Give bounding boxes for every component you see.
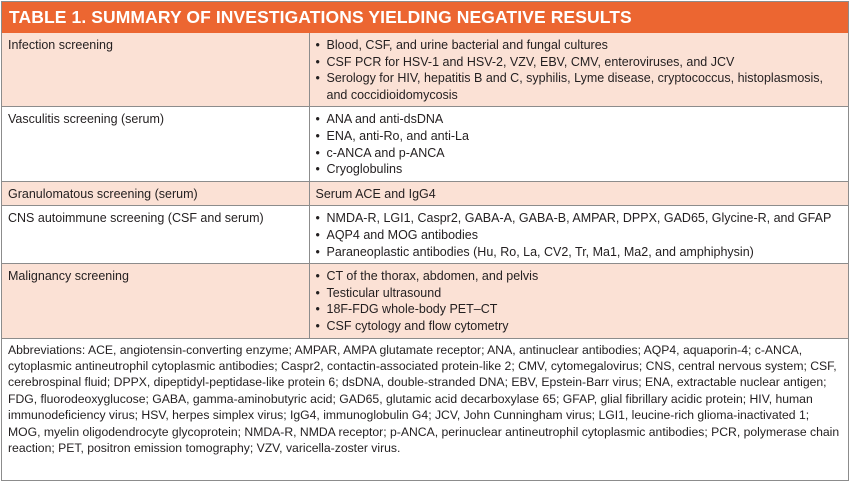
row-label: Granulomatous screening (serum) — [2, 181, 309, 206]
list-item: • ENA, anti-Ro, and anti-La — [316, 128, 843, 145]
row-label: Vasculitis screening (serum) — [2, 107, 309, 181]
row-content: Serum ACE and IgG4 — [309, 181, 848, 206]
table-row-infection — [2, 33, 848, 107]
table-row-granulomatous — [2, 181, 848, 206]
list-item: • Blood, CSF, and urine bacterial and fungal cultures — [316, 37, 843, 54]
list-item: • 18F-FDG whole-body PET–CT — [316, 301, 843, 318]
table-title: TABLE 1. SUMMARY OF INVESTIGATIONS YIELDING NEGATIVE RESULTS — [2, 2, 848, 33]
list-item: • ANA and anti-dsDNA — [316, 111, 843, 128]
table-row-vasculitis — [2, 107, 848, 181]
list-item: • NMDA-R, LGI1, Caspr2, GABA-A, GABA-B, AMPAR, DPPX, GAD65, Glycine-R, and GFAP — [316, 210, 843, 227]
list-item: • CT of the thorax, abdomen, and pelvis — [316, 268, 843, 285]
list-item: • c-ANCA and p-ANCA — [316, 145, 843, 162]
table-row-cns-autoimmune — [2, 206, 848, 264]
table-row-malignancy — [2, 264, 848, 338]
list-item: • Paraneoplastic antibodies (Hu, Ro, La, CV2, Tr, Ma1, Ma2, and amphiphysin) — [316, 244, 843, 261]
list-item: • Cryoglobulins — [316, 161, 843, 178]
list-item: • Serology for HIV, hepatitis B and C, syphilis, Lyme disease, cryptococcus, histoplasmosis, and coccidioidomycosis — [316, 70, 843, 103]
list-item: • CSF cytology and flow cytometry — [316, 318, 843, 335]
row-content — [309, 33, 848, 107]
summary-table — [1, 1, 849, 481]
list-item: • AQP4 and MOG antibodies — [316, 227, 843, 244]
row-label: Malignancy screening — [2, 264, 309, 338]
row-content — [309, 206, 848, 264]
investigations-table — [2, 33, 848, 339]
abbreviations-footnote: Abbreviations: ACE, angiotensin-converting enzyme; AMPAR, AMPA glutamate receptor; ANA, antinuclear antibodies; AQP4, aquaporin-4; c-ANCA, cytoplasmic antineutrophil cytoplasmic antibodies; Caspr2, contactin-associated protein-like 2; CMV, cytomegalovirus; CNS, central nervous system; CSF, cerebrospinal fluid; DPPX, dipeptidyl-peptidase-like protein 6; dsDNA, double-stranded DNA; EBV, Epstein-Barr virus; ENA, extractable nuclear antigen; FDG, fluorodeoxyglucose; GABA, gamma-aminobutyric acid; GAD65, glutamic acid decarboxylase 65; GFAP, glial fibrillary acidic protein; HIV, human immunodeficiency virus; HSV, herpes simplex virus; IgG4, immunoglobulin G4; JCV, John Cunningham virus; LGI1, leucine-rich glioma-inactivated 1; MOG, myelin oligodendrocyte glycoprotein; NMDA-R, NMDA receptor; p-ANCA, perinuclear antineutrophil cytoplasmic antibodies; PCR, polymerase chain reaction; PET, positron emission tomography; VZV, varicella-zoster virus. — [8, 342, 840, 455]
row-content — [309, 107, 848, 181]
list-item: • Testicular ultrasound — [316, 285, 843, 302]
list-item: • CSF PCR for HSV-1 and HSV-2, VZV, EBV, CMV, enteroviruses, and JCV — [316, 54, 843, 71]
row-label: Infection screening — [2, 33, 309, 107]
row-content — [309, 264, 848, 338]
row-label: CNS autoimmune screening (CSF and serum) — [2, 206, 309, 264]
